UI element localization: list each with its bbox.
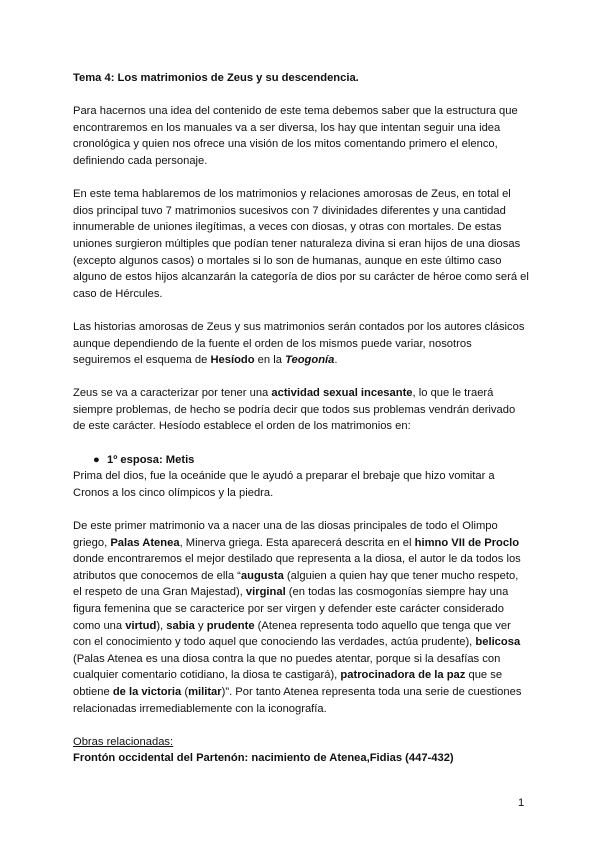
related-works-heading: Obras relacionadas: — [73, 735, 174, 748]
teogonia-italic: Teogonía — [285, 354, 335, 367]
actividad-sexual-bold: actividad sexual incesante — [271, 387, 413, 400]
sources-paragraph: Las historias amorosas de Zeus y sus matrimonios serán contados por los autores clásicos aunque dependiendo de la fuente el orden de los mismos puede variar, nosotros seguiremos el esquema de Hesíodo en la Teogonía. — [73, 320, 525, 367]
page-number: 1 — [518, 797, 525, 809]
zeus-character-paragraph: Zeus se va a caracterizar por tener una actividad sexual incesante, lo que le traerá siempre problemas, de hecho se podría decir que todos sus problemas vendrán derivado de este carácter. Hesíodo establece el orden de los matrimonios en: — [73, 387, 516, 433]
hesiodo-bold: Hesíodo — [210, 354, 255, 367]
related-work-item: Frontón occidental del Partenón: nacimiento de Atenea,Fidias (447-432) — [73, 752, 454, 765]
intro-paragraph: Para hacernos una idea del contenido de este tema debemos saber que la estructura que encontraremos en los manuales va a ser diversa, los hay que intentan seguir una idea cronológica y quien nos ofrece una visión de los mitos comentando primero el elenco, definiendo cada personaje. — [73, 105, 518, 167]
bullet-item-metis — [73, 452, 529, 469]
metis-paragraph: Prima del dios, fue la oceánide que le ayudó a preparar el brebaje que hizo vomitar a Cronos a los cinco olímpicos y la piedra. — [73, 470, 495, 499]
bullet-label: 1º esposa: Metis — [107, 453, 195, 466]
marriages-paragraph: En este tema hablaremos de los matrimonios y relaciones amorosas de Zeus, en total el dios principal tuvo 7 matrimonios sucesivos con 7 divinidades diferentes y una cantidad innumerable de uniones ilegítimas, a veces con diosas, y otras con mortales. De estas uniones surgieron múltiples que podían tener naturaleza divina si eran hijos de una diosas (excepto algunos casos) o mortales si lo son de humanas, aunque en este último caso alguno de estos hijos alcanzarán la categoría de dios por su carácter de héroe como será el caso de Hércules. — [73, 188, 529, 300]
bullet-icon: ● — [93, 453, 100, 466]
atenea-paragraph: De este primer matrimonio va a nacer una de las diosas principales de todo el Olimpo griego, Palas Atenea, Minerva griega. Esta aparecerá descrita en el himno VII de Proclo donde encontraremos el mejor destilado que representa a la diosa, el autor le da todos los atributos que conocemos de ella “augusta (alguien a quien hay que tener mucho respeto, el respeto de una Gran Majestad), virginal (en todas las cosmogonías siempre hay una figura femenina que se caracterice por ser virgen y defender este carácter considerado como una virtud), sabia y prudente (Atenea representa todo aquello que tenga que ver con el conocimiento y todo aquel que conociendo las verdades, actúa prudente), belicosa (Palas Atenea es una diosa contra la que no puedes atentar, porque si la desafías con cualquier comentario cotidiano, la diosa te castigará), patrocinadora de la paz que se obtiene de la victoria (militar)”. Por tanto Atenea representa toda una serie de cuestiones relacionadas irremediablemente con la iconografía. — [73, 520, 522, 715]
document-title: Tema 4: Los matrimonios de Zeus y su descendencia. — [73, 72, 359, 84]
document-body — [73, 70, 529, 767]
